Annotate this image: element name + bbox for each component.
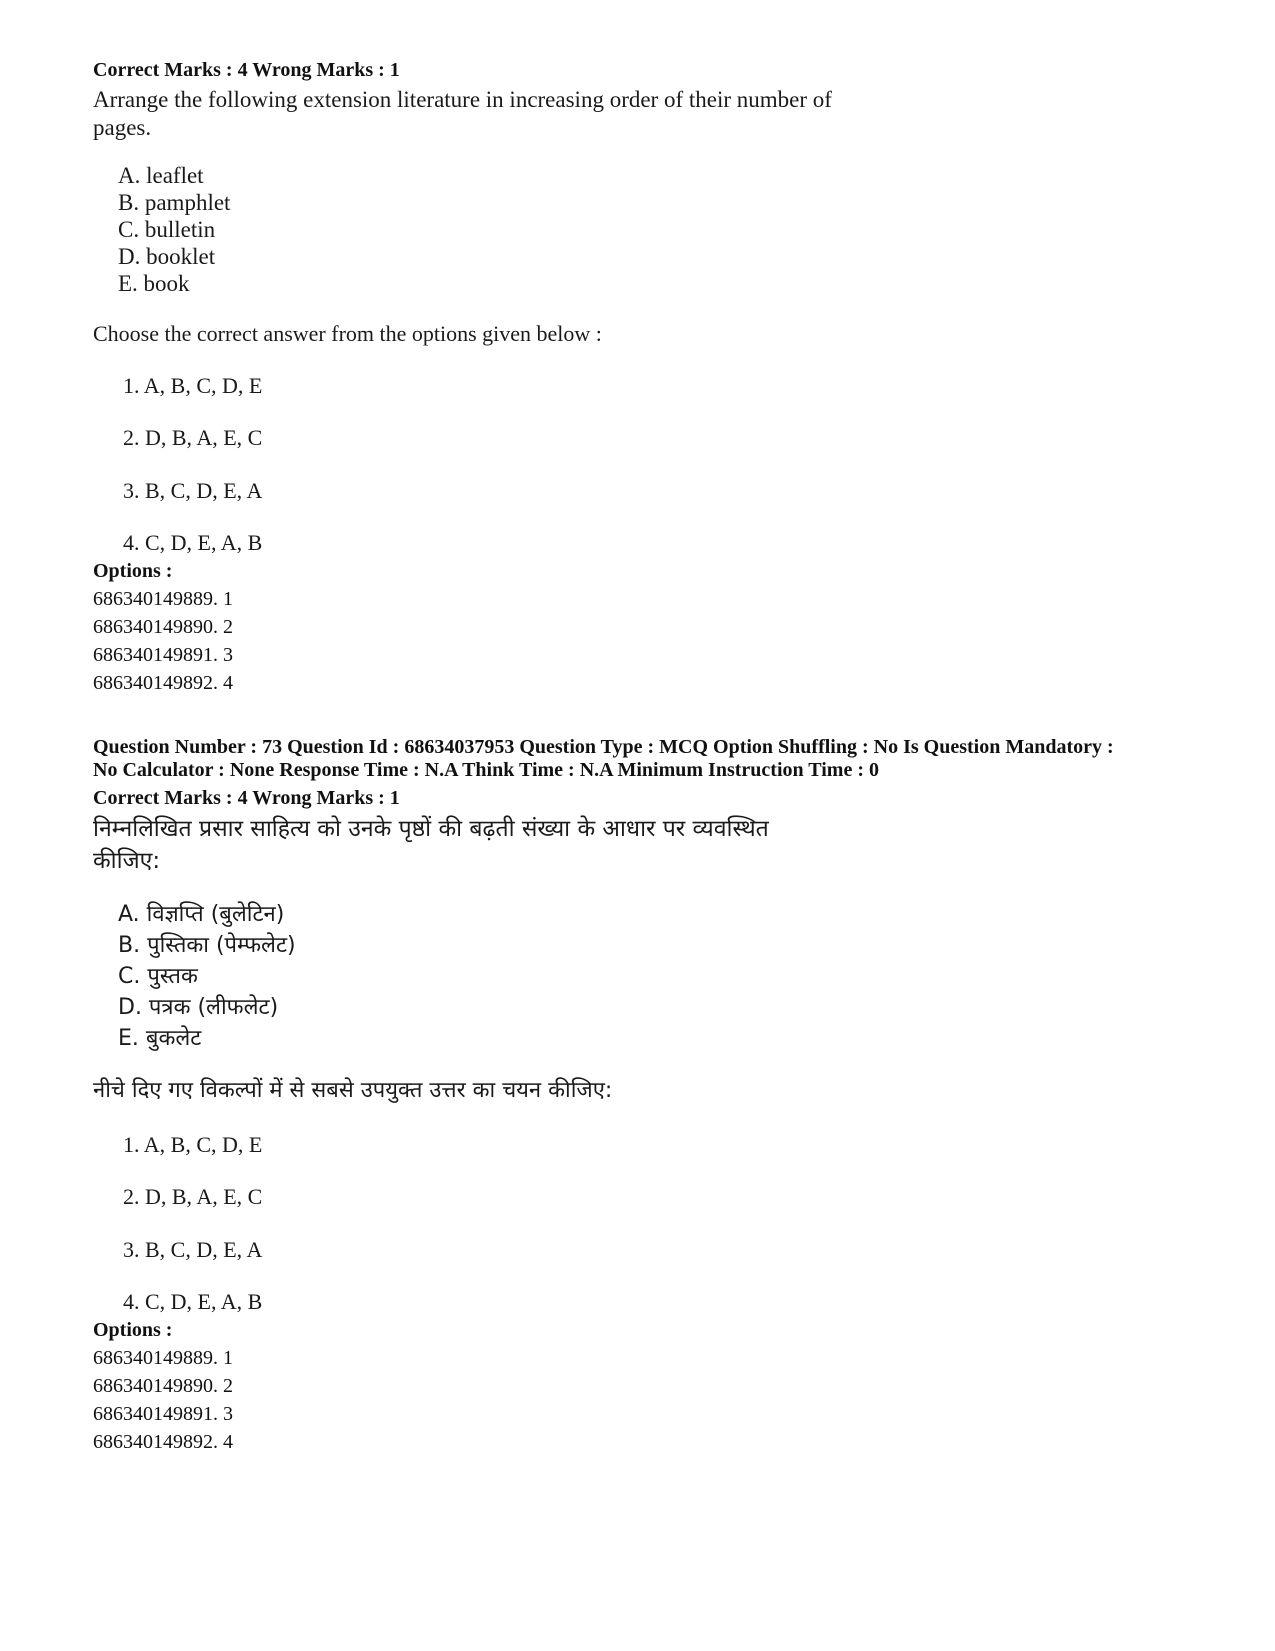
options-label: Options : bbox=[93, 560, 173, 582]
list-item: A. विज्ञप्ति (बुलेटिन) bbox=[118, 902, 285, 927]
answer-choice: 2. D, B, A, E, C bbox=[123, 1184, 263, 1209]
marks-line: Correct Marks : 4 Wrong Marks : 1 bbox=[93, 59, 400, 81]
answer-choice: 1. A, B, C, D, E bbox=[123, 1132, 263, 1157]
option-id: 686340149891. 3 bbox=[93, 1403, 233, 1425]
question-header-line-2: No Calculator : None Response Time : N.A Think Time : N.A Minimum Instruction Time : 0 bbox=[93, 759, 879, 781]
answer-choice: 4. C, D, E, A, B bbox=[123, 1289, 263, 1314]
list-item: C. bulletin bbox=[118, 217, 216, 242]
marks-line: Correct Marks : 4 Wrong Marks : 1 bbox=[93, 787, 400, 809]
option-id: 686340149890. 2 bbox=[93, 1375, 233, 1397]
option-id: 686340149891. 3 bbox=[93, 644, 233, 666]
list-item: B. pamphlet bbox=[118, 190, 231, 215]
option-id: 686340149890. 2 bbox=[93, 616, 233, 638]
question-stem-line-2: pages. bbox=[93, 115, 152, 140]
option-id: 686340149889. 1 bbox=[93, 1347, 233, 1369]
list-item: B. पुस्तिका (पेम्फलेट) bbox=[118, 933, 296, 958]
list-item: A. leaflet bbox=[118, 163, 204, 188]
answer-choice: 3. B, C, D, E, A bbox=[123, 1237, 263, 1262]
answer-choice: 3. B, C, D, E, A bbox=[123, 478, 263, 503]
answer-choice: 2. D, B, A, E, C bbox=[123, 425, 263, 450]
option-id: 686340149892. 4 bbox=[93, 1431, 233, 1453]
answer-choice: 1. A, B, C, D, E bbox=[123, 373, 263, 398]
list-item: E. book bbox=[118, 271, 190, 296]
list-item: C. पुस्तक bbox=[118, 964, 198, 989]
question-stem-line-1: निम्नलिखित प्रसार साहित्य को उनके पृष्ठों की बढ़ती संख्या के आधार पर व्यवस्थित bbox=[93, 816, 769, 842]
list-item: D. पत्रक (लीफलेट) bbox=[118, 995, 279, 1020]
question-header-line-1: Question Number : 73 Question Id : 68634037953 Question Type : MCQ Option Shuffling : No Is Question Mandatory : bbox=[93, 736, 1114, 758]
option-id: 686340149892. 4 bbox=[93, 672, 233, 694]
question-stem-line-1: Arrange the following extension literature in increasing order of their number of bbox=[93, 87, 832, 112]
choose-instruction: नीचे दिए गए विकल्पों में से सबसे उपयुक्त उत्तर का चयन कीजिए: bbox=[93, 1078, 613, 1103]
list-item: D. booklet bbox=[118, 244, 216, 269]
options-label: Options : bbox=[93, 1319, 173, 1341]
answer-choice: 4. C, D, E, A, B bbox=[123, 530, 263, 555]
list-item: E. बुकलेट bbox=[118, 1026, 202, 1051]
option-id: 686340149889. 1 bbox=[93, 588, 233, 610]
question-stem-line-2: कीजिए: bbox=[93, 848, 161, 874]
choose-instruction: Choose the correct answer from the options given below : bbox=[93, 321, 602, 346]
